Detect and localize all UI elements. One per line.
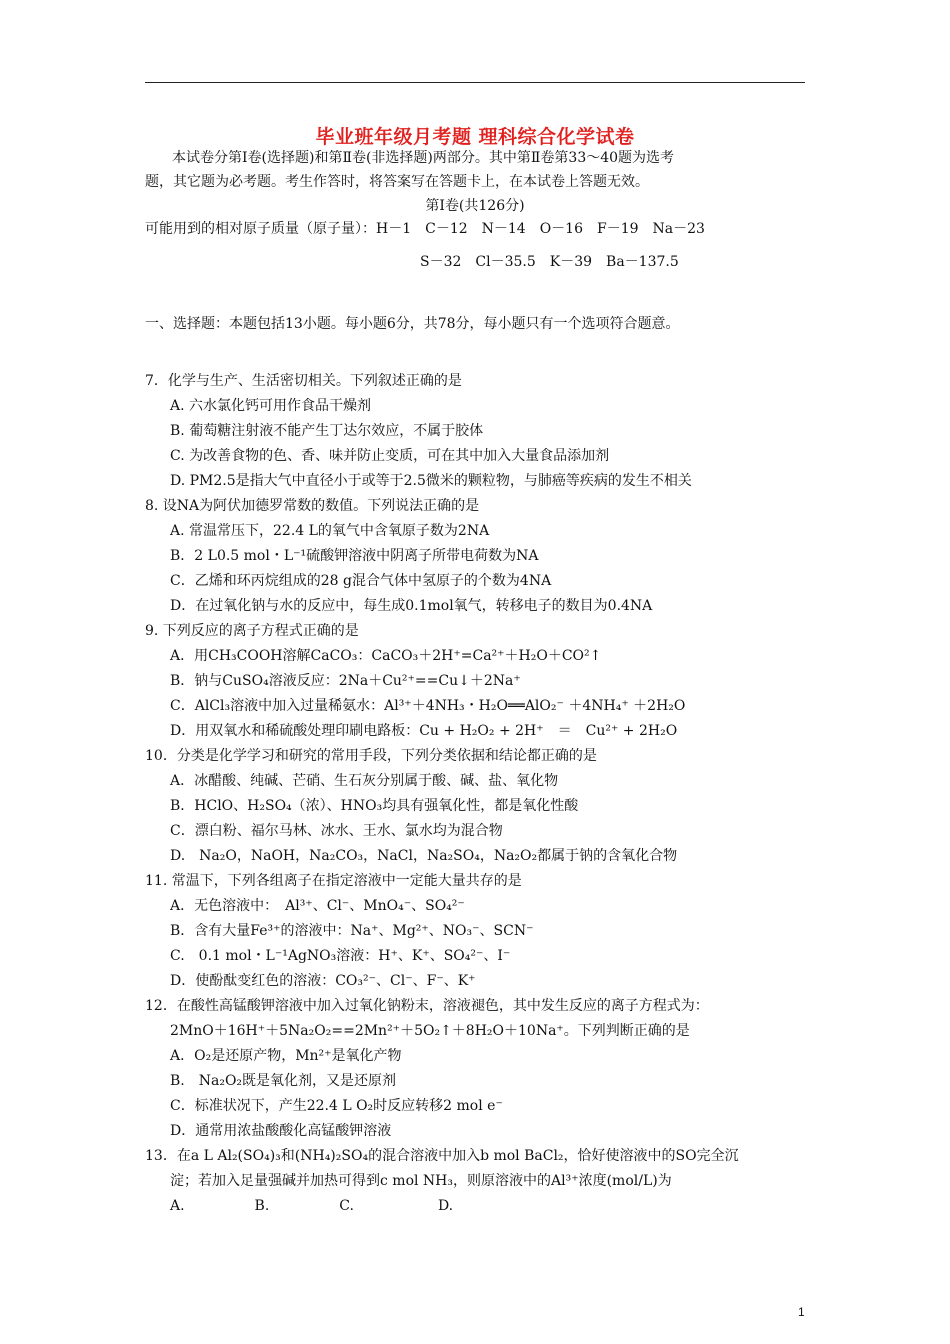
intro-line: 题，其它题为必考题。考生作答时，将答案写在答题卡上，在本试卷上答题无效。 <box>145 174 649 190</box>
question-option: B. Na₂O₂既是氧化剂，又是还原剂 <box>170 1073 397 1089</box>
question-option: C. 0.1 mol・L⁻¹AgNO₃溶液：H⁺、K⁺、SO₄²⁻、I⁻ <box>170 948 511 964</box>
question-option: D．用双氧水和稀硫酸处理印刷电路板：Cu + H₂O₂ + 2H⁺ ＝ Cu²⁺ + 2H₂O <box>170 723 678 739</box>
page-title: 毕业班年级月考题 理科综合化学试卷 <box>315 126 635 148</box>
question-option: D．通常用浓盐酸酸化高锰酸钾溶液 <box>170 1123 392 1139</box>
question-option: 2MnO＋16H⁺＋5Na₂O₂==2Mn²⁺＋5O₂↑＋8H₂O＋10Na⁺。下列判断正确的是 <box>170 1023 690 1039</box>
atomic-mass-line: 可能用到的相对原子质量（原子量）：H－1 C－12 N－14 O－16 F－19 Na－23 <box>145 221 705 237</box>
question-option: C．AlCl₃溶液中加入过量稀氨水：Al³⁺＋4NH₃・H₂O══AlO₂⁻ ＋4NH₄⁺ ＋2H₂O <box>170 698 686 714</box>
part-heading: 第Ⅰ卷(共126分) <box>425 198 525 214</box>
question-option: B．2 L0.5 mol・L⁻¹硫酸钾溶液中阴离子所带电荷数为NA <box>170 548 539 564</box>
question-option: C．漂白粉、福尔马林、冰水、王水、氯水均为混合物 <box>170 823 503 839</box>
question-option: C. 为改善食物的色、香、味并防止变质，可在其中加入大量食品添加剂 <box>170 448 610 464</box>
question-stem: 12．在酸性高锰酸钾溶液中加入过氧化钠粉末，溶液褪色，其中发生反应的离子方程式为： <box>145 998 709 1014</box>
question-option: B. 葡萄糖注射液不能产生丁达尔效应，不属于胶体 <box>170 423 484 439</box>
question-option: A．冰醋酸、纯碱、芒硝、生石灰分别属于酸、碱、盐、氧化物 <box>170 773 559 789</box>
question-option: D．在过氧化钠与水的反应中，每生成0.1mol氧气，转移电子的数目为0.4NA <box>170 598 653 614</box>
question-stem: 13．在a L Al₂(SO₄)₃和(NH₄)₂SO₄的混合溶液中加入b mol BaCl₂，恰好使溶液中的SO完全沉 <box>145 1148 739 1164</box>
question-option: A．O₂是还原产物，Mn²⁺是氧化产物 <box>170 1048 402 1064</box>
question-option: C．乙烯和环丙烷组成的28 g混合气体中氢原子的个数为4NA <box>170 573 552 589</box>
question-stem: 8. 设NA为阿伏加德罗常数的数值。下列说法正确的是 <box>145 498 480 514</box>
section-heading: 一、选择题：本题包括13小题。每小题6分，共78分，每小题只有一个选项符合题意。 <box>145 316 680 332</box>
question-option: A. B. C. D. <box>170 1198 454 1214</box>
intro-line: 本试卷分第Ⅰ卷(选择题)和第Ⅱ卷(非选择题)两部分。其中第Ⅱ卷第33～40题为选考 <box>172 150 675 166</box>
question-option: A. 六水氯化钙可用作食品干燥剂 <box>170 398 372 414</box>
question-stem: 7．化学与生产、生活密切相关。下列叙述正确的是 <box>145 373 462 389</box>
question-stem: 9. 下列反应的离子方程式正确的是 <box>145 623 359 639</box>
question-option: B．HClO、H₂SO₄（浓）、HNO₃均具有强氧化性，都是氧化性酸 <box>170 798 579 814</box>
question-option: D. Na₂O，NaOH，Na₂CO₃，NaCl，Na₂SO₄，Na₂O₂都属于钠的含氧化合物 <box>170 848 678 864</box>
atomic-mass-line: S－32 Cl－35.5 K－39 Ba－137.5 <box>420 254 679 270</box>
question-option: A. 常温常压下，22.4 L的氧气中含氧原子数为2NA <box>170 523 490 539</box>
question-option: A．用CH₃COOH溶解CaCO₃：CaCO₃＋2H⁺=Ca²⁺＋H₂O＋CO²↑ <box>170 648 602 664</box>
question-option: D. PM2.5是指大气中直径小于或等于2.5微米的颗粒物，与肺癌等疾病的发生不相关 <box>170 473 692 489</box>
question-option: A．无色溶液中： Al³⁺、Cl⁻、MnO₄⁻、SO₄²⁻ <box>170 898 465 914</box>
question-option: D．使酚酞变红色的溶液：CO₃²⁻、Cl⁻、F⁻、K⁺ <box>170 973 476 989</box>
page-number: 1 <box>798 1305 805 1319</box>
question-stem: 11. 常温下，下列各组离子在指定溶液中一定能大量共存的是 <box>145 873 522 889</box>
question-option: 淀；若加入足量强碱并加热可得到c mol NH₃，则原溶液中的Al³⁺浓度(mol/L)为 <box>170 1173 672 1189</box>
question-option: B．钠与CuSO₄溶液反应：2Na＋Cu²⁺==Cu↓＋2Na⁺ <box>170 673 521 689</box>
question-option: C．标准状况下，产生22.4 L O₂时反应转移2 mol e⁻ <box>170 1098 503 1114</box>
question-stem: 10．分类是化学学习和研究的常用手段，下列分类依据和结论都正确的是 <box>145 748 597 764</box>
header-rule <box>145 82 805 83</box>
question-option: B．含有大量Fe³⁺的溶液中：Na⁺、Mg²⁺、NO₃⁻、SCN⁻ <box>170 923 534 939</box>
